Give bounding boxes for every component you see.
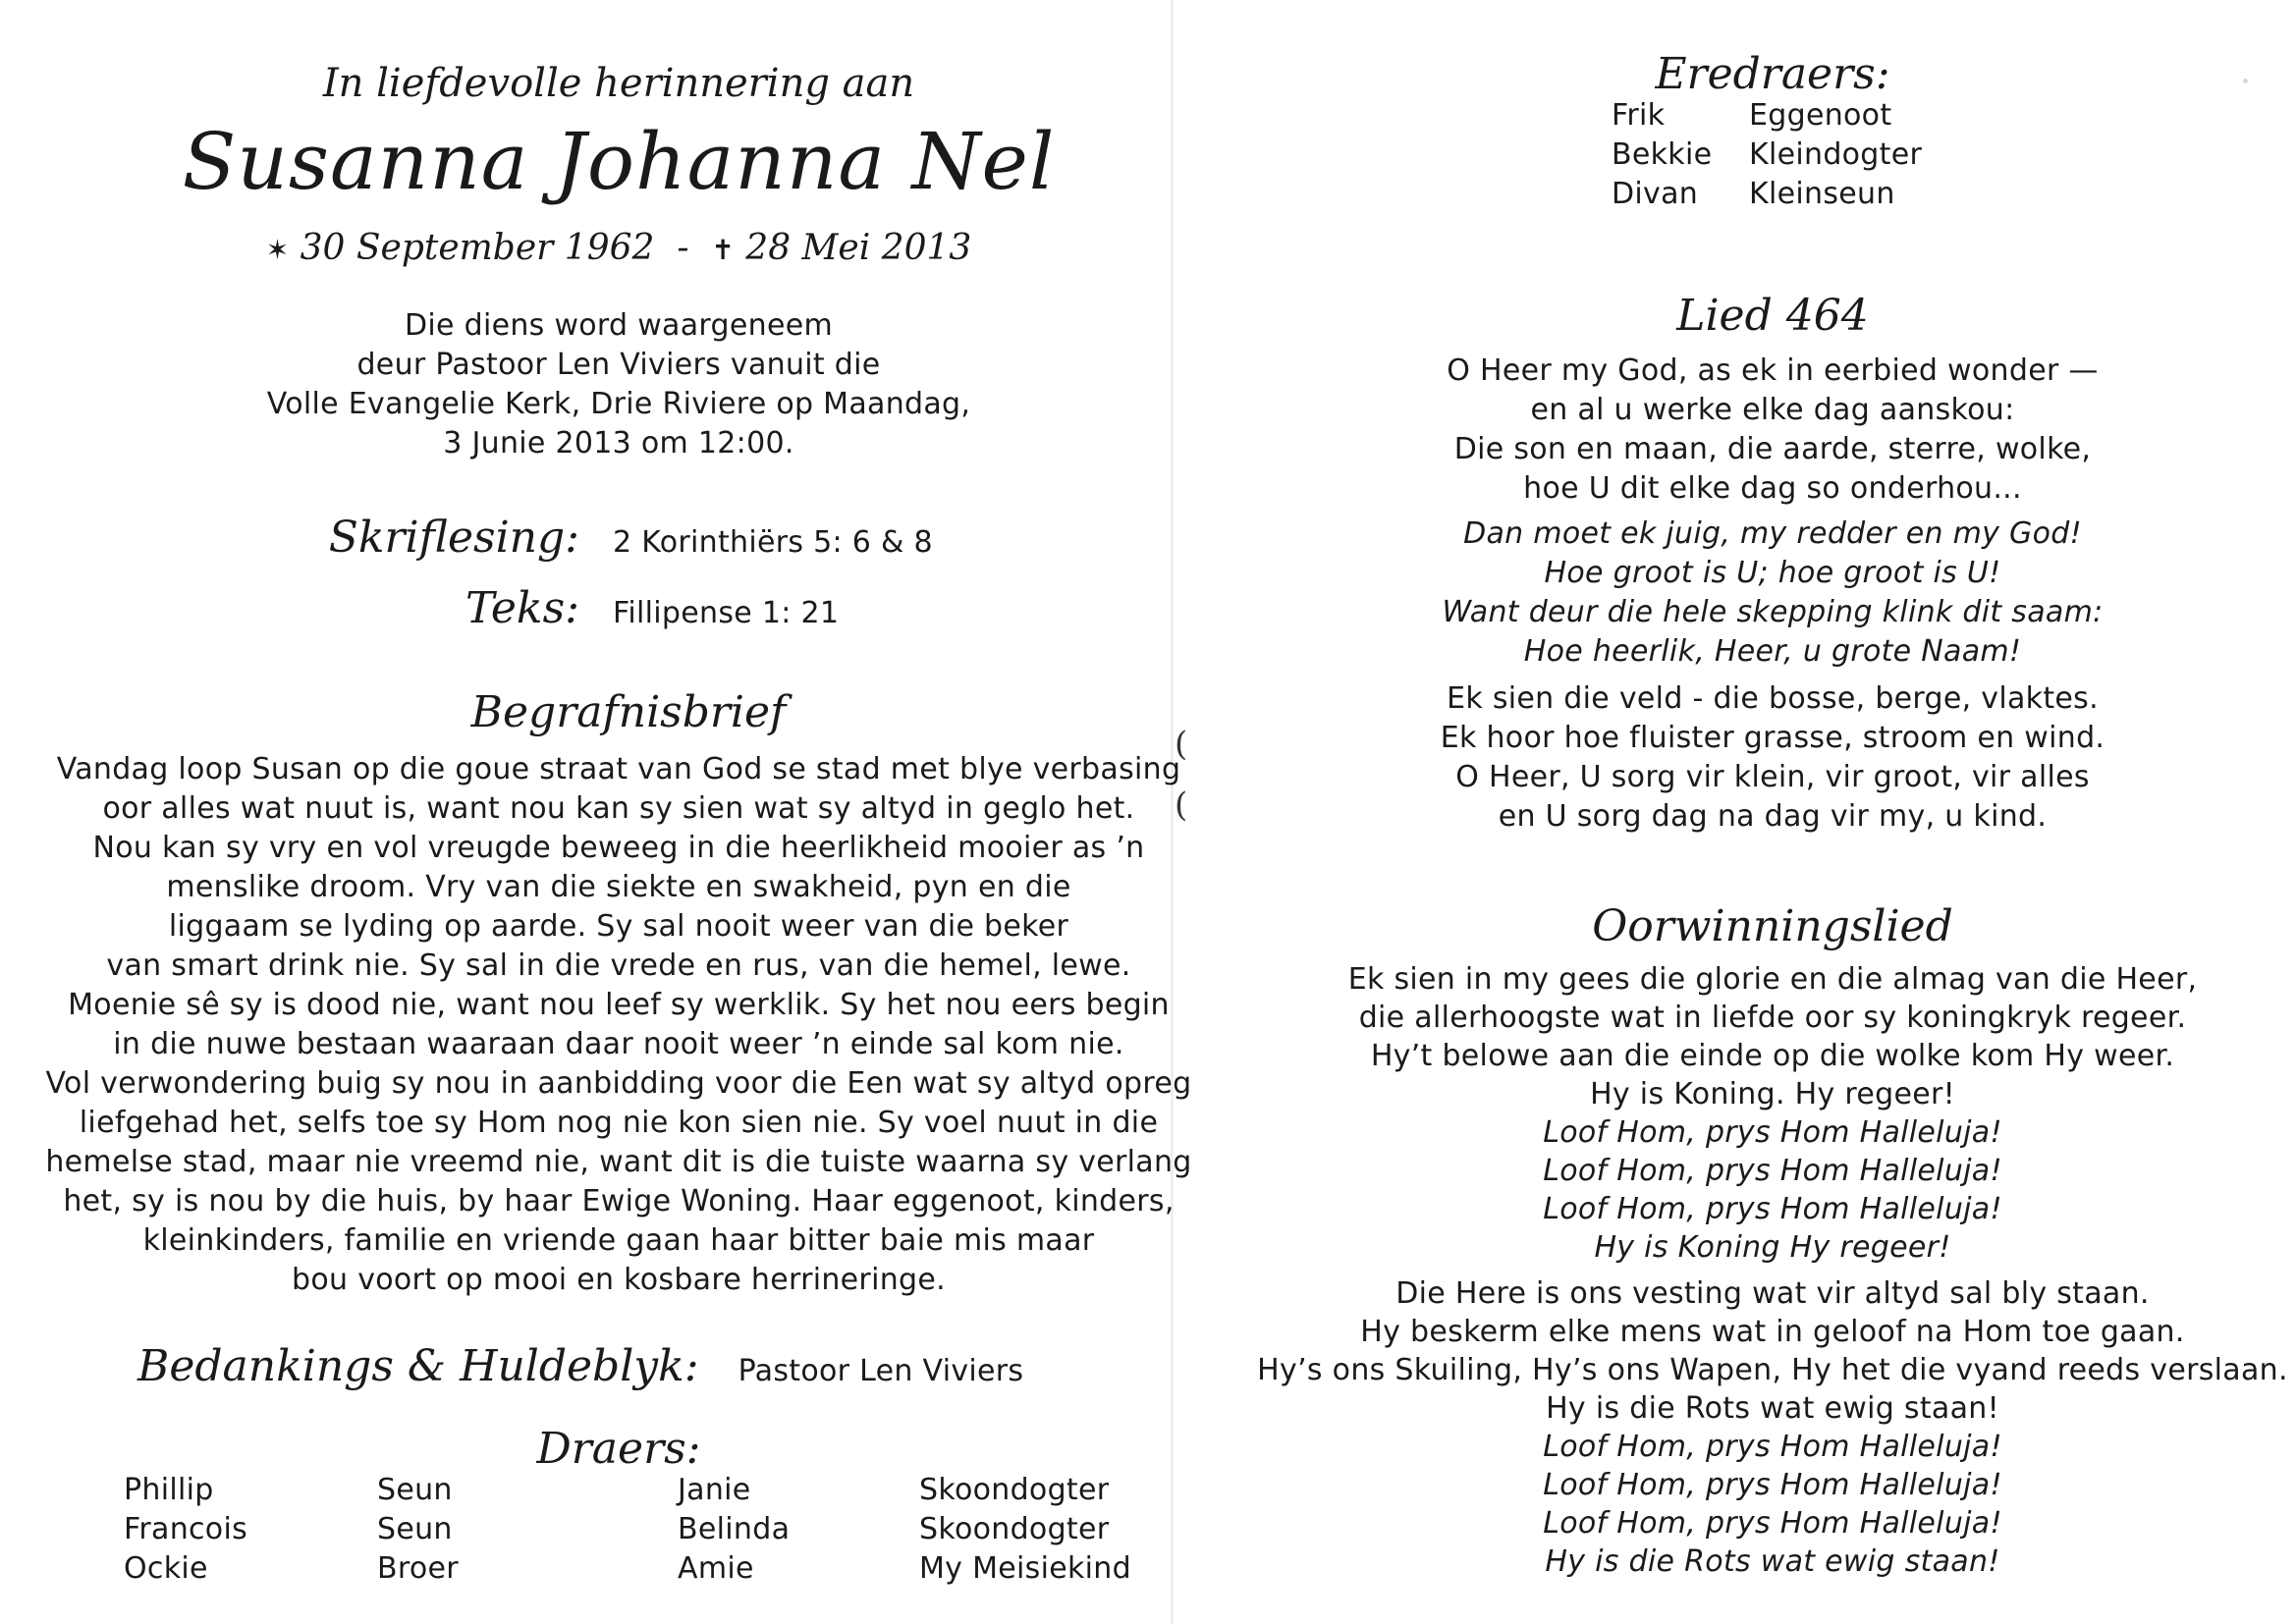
date-separator: -	[677, 228, 689, 268]
text-label: Teks:	[465, 583, 579, 633]
refrain-line: Loof Hom, prys Hom Halleluja!	[1543, 1115, 2002, 1150]
text-line: liggaam se lyding op aarde. Sy sal nooit weer van die beker	[168, 909, 1069, 944]
refrain-line: Loof Hom, prys Hom Halleluja!	[1543, 1192, 2002, 1226]
text-line: oor alles wat nuut is, want nou kan sy sien wat sy altyd in geglo het.	[102, 791, 1135, 826]
bearers-table	[124, 1473, 1165, 1591]
tribute-value: Pastoor Len Viviers	[738, 1354, 1024, 1388]
birth-date: 30 September 1962	[300, 228, 655, 268]
text-line: bou voort op mooi en kosbare herrineringe.	[292, 1263, 946, 1297]
text-line: Vandag loop Susan op die goue straat van God se stad met blye verbasing	[56, 752, 1181, 786]
text-line: deur Pastoor Len Viviers vanuit die	[356, 348, 881, 382]
text-line: Ek hoor hoe fluister grasse, stroom en wind.	[1440, 721, 2105, 755]
text-line: Volle Evangelie Kerk, Drie Riviere op Maandag,	[266, 387, 971, 421]
hymn-verse-1	[1174, 352, 2296, 509]
bearer-row	[124, 1512, 1165, 1551]
verse-line: Die Here is ons vesting wat vir altyd sal bly staan.	[1395, 1276, 2150, 1311]
verse-line: Hy beskerm elke mens wat in geloof na Hom toe gaan.	[1360, 1315, 2185, 1349]
scripture-label: Skriflesing:	[328, 513, 579, 563]
bearers-title: Draers:	[536, 1424, 701, 1474]
refrain-line: Loof Hom, prys Hom Halleluja!	[1543, 1154, 2002, 1188]
text-line: Ek sien die veld - die bosse, berge, vlaktes.	[1447, 681, 2099, 716]
honor-name: Bekkie	[1612, 137, 1713, 172]
text-line: Dan moet ek juig, my redder en my God!	[1463, 516, 2082, 551]
text-line: O Heer my God, as ek in eerbied wonder —	[1447, 353, 2099, 388]
victory-song-title: Oorwinningslied	[1592, 901, 1953, 951]
bearer-relation: Seun	[377, 1512, 453, 1546]
text-row	[295, 583, 839, 633]
text-line: het, sy is nou by die huis, by haar Ewige Woning. Haar eggenoot, kinders,	[63, 1184, 1175, 1218]
bearer-name: Janie	[678, 1473, 751, 1507]
bearer-name: Phillip	[124, 1473, 214, 1507]
bearer-row	[124, 1551, 1165, 1591]
text-line: liefgehad het, selfs toe sy Hom nog nie kon sien nie. Sy voel nuut in die	[79, 1106, 1159, 1140]
bearer-relation: Skoondogter	[919, 1473, 1110, 1507]
honor-name: Frik	[1612, 98, 1666, 133]
scripture-row	[295, 513, 933, 563]
refrain-line: Loof Hom, prys Hom Halleluja!	[1543, 1506, 2002, 1541]
life-dates	[0, 228, 1237, 268]
refrain-line: Hy is die Rots wat ewig staan!	[1545, 1544, 2000, 1579]
verse-line: Hy is die Rots wat ewig staan!	[1546, 1391, 1999, 1426]
bearer-relation: Broer	[377, 1551, 459, 1586]
verse-line: Hy’t belowe aan die einde op die wolke kom Hy weer.	[1370, 1039, 2175, 1073]
text-line: hoe U dit elke dag so onderhou...	[1523, 471, 2022, 506]
hymn-title: Lied 464	[1676, 291, 1869, 341]
text-line: Nou kan sy vry en vol vreugde beweeg in die heerlikheid mooier as ’n	[92, 831, 1145, 865]
margin-mark: (	[1175, 725, 1188, 764]
verse-line: Hy is Koning. Hy regeer!	[1590, 1077, 1955, 1111]
honor-name: Divan	[1612, 177, 1699, 211]
right-page	[1174, 0, 2296, 1624]
bearer-name: Francois	[124, 1512, 248, 1546]
text-line: in die nuwe bestaan waaraan daar nooit weer ’n einde sal kom nie.	[113, 1027, 1124, 1061]
text-line: 3 Junie 2013 om 12:00.	[443, 426, 794, 460]
text-line: menslike droom. Vry van die siekte en swakheid, pyn en die	[166, 870, 1071, 904]
verse-line: die allerhoogste wat in liefde oor sy koningkryk regeer.	[1358, 1001, 2187, 1035]
text-line: Hoe heerlik, Heer, u grote Naam!	[1523, 634, 2022, 669]
bearer-name: Belinda	[678, 1512, 791, 1546]
text-line: en al u werke elke dag aanskou:	[1530, 393, 2015, 427]
honor-relation: Kleinseun	[1749, 177, 1895, 211]
refrain-line: Loof Hom, prys Hom Halleluja!	[1543, 1430, 2002, 1464]
text-line: O Heer, U sorg vir klein, vir groot, vir alles	[1455, 760, 2090, 794]
verse-line: Hy’s ons Skuiling, Hy’s ons Wapen, Hy het die vyand reeds verslaan.	[1257, 1353, 2288, 1387]
refrain-line: Hy is Koning Hy regeer!	[1594, 1230, 1951, 1265]
bearer-relation: My Meisiekind	[919, 1551, 1131, 1586]
text-line: Hoe groot is U; hoe groot is U!	[1544, 556, 2001, 590]
text-line: en U sorg dag na dag vir my, u kind.	[1498, 799, 2048, 834]
verse-line: Ek sien in my gees die glorie en die almag van die Heer,	[1347, 962, 2198, 997]
deceased-name: Susanna Johanna Nel	[182, 116, 1056, 207]
tribute-label: Bedankings & Huldeblyk:	[137, 1341, 699, 1391]
honor-relation: Eggenoot	[1749, 98, 1892, 133]
text-line: Moenie sê sy is dood nie, want nou leef sy werklik. Sy het nou eers begin	[68, 988, 1170, 1022]
text-line: Want deur die hele skepping klink dit saam:	[1442, 595, 2104, 629]
text-value: Fillipense 1: 21	[613, 596, 840, 630]
hymn-chorus	[1174, 514, 2296, 672]
bearer-name: Amie	[678, 1551, 754, 1586]
text-line: Die son en maan, die aarde, sterre, wolke,	[1453, 432, 2092, 466]
bearer-relation: Skoondogter	[919, 1512, 1110, 1546]
margin-mark: (	[1175, 785, 1188, 825]
text-line: Vol verwondering buig sy nou in aanbidding voor die Een wat sy altyd opreg	[45, 1066, 1192, 1101]
text-line: van smart drink nie. Sy sal in die vrede en rus, van die hemel, lewe.	[106, 948, 1131, 983]
scripture-value: 2 Korinthiërs 5: 6 & 8	[613, 525, 933, 560]
text-line: kleinkinders, familie en vriende gaan haar bitter baie mis maar	[142, 1223, 1095, 1258]
hymn-verse-2	[1174, 679, 2296, 837]
bearer-relation: Seun	[377, 1473, 453, 1507]
victory-verse-1	[1174, 960, 2296, 1267]
victory-verse-2	[1174, 1274, 2296, 1581]
refrain-line: Loof Hom, prys Hom Halleluja!	[1543, 1468, 2002, 1502]
text-line: Die diens word waargeneem	[405, 308, 833, 343]
letter-title: Begrafnisbrief	[470, 687, 787, 737]
funeral-letter	[39, 750, 1198, 1300]
tribute-row	[137, 1341, 1023, 1391]
death-date: 28 Mei 2013	[745, 228, 972, 268]
bearer-row	[124, 1473, 1165, 1512]
star-icon: ✶	[265, 234, 290, 266]
memorial-intro: In liefdevolle herinnering aan	[322, 61, 915, 106]
text-line: hemelse stad, maar nie vreemd nie, want dit is die tuiste waarna sy verlang	[45, 1145, 1192, 1179]
bearer-name: Ockie	[124, 1551, 208, 1586]
honor-bearers-title: Eredraers:	[1655, 49, 1890, 99]
honor-relation: Kleindogter	[1749, 137, 1923, 172]
cross-icon: ✝	[711, 234, 735, 266]
service-details	[0, 306, 1237, 463]
